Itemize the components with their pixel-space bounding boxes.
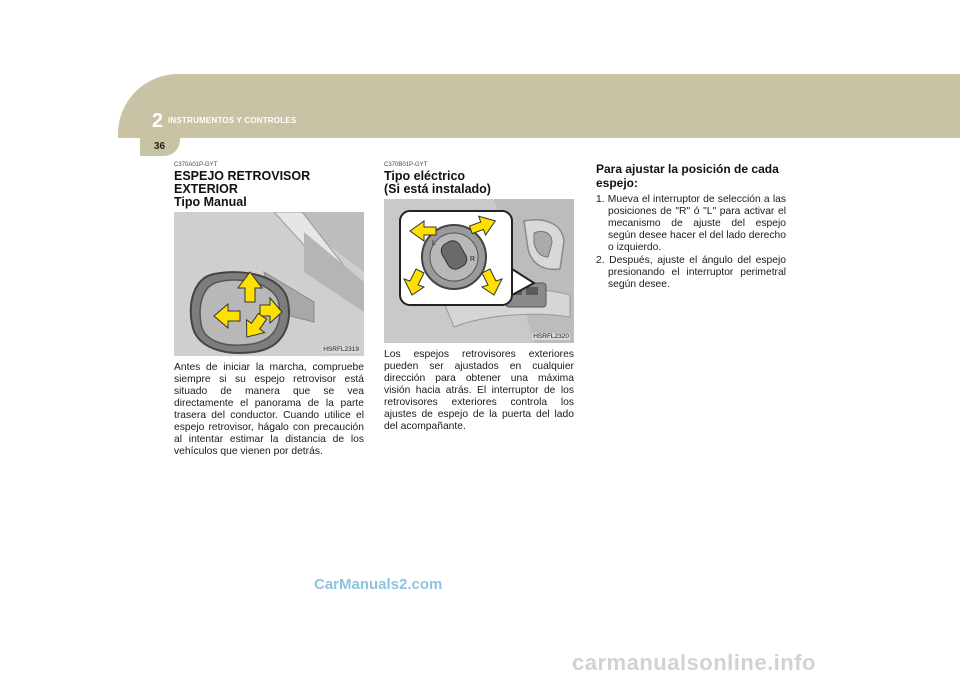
body-text: Antes de iniciar la marcha, compruebe siempre si su espejo retrovisor está situado de manera que se vea directamente el panorama de la parte trasera del conductor. Cuando utilice el espejo retrovisor, hágalo con precaución al intentar estimar la distancia de los vehículos que vienen por detrás. bbox=[174, 362, 364, 457]
figure-code: HSRFL2320 bbox=[533, 333, 569, 340]
watermark-carmanuals2[interactable]: CarManuals2.com bbox=[314, 576, 443, 593]
section-title: Tipo eléctrico (Si está instalado) bbox=[384, 169, 491, 196]
chapter-number: 2 bbox=[152, 110, 164, 132]
section-electric-mirror bbox=[384, 162, 574, 433]
manual-mirror-illustration bbox=[174, 212, 364, 356]
watermark-carmanualsonline[interactable]: carmanualsonline.info bbox=[572, 650, 816, 675]
list-item: 1. Mueva el interruptor de selección a las posiciones de "R" ó "L" para activar el mecanismo de ajuste del espejo según desee hacer el del lado derecho o izquierdo. bbox=[596, 194, 786, 253]
section-adjust-instructions bbox=[596, 162, 786, 292]
electric-mirror-illustration bbox=[384, 199, 574, 343]
knob-label-right: R bbox=[470, 256, 476, 263]
list-item: 2. Después, ajuste el ángulo del espejo presionando el interruptor perimetral según desee. bbox=[596, 255, 786, 290]
chapter-header-band bbox=[118, 74, 960, 138]
section-code: C370B01P-GYT bbox=[384, 162, 428, 168]
page-number: 36 bbox=[154, 141, 166, 152]
figure-code: HSRFL2319 bbox=[323, 346, 359, 353]
chapter-title: INSTRUMENTOS Y CONTROLES bbox=[168, 116, 297, 125]
knob-label-left: L bbox=[432, 240, 436, 247]
instructions-heading: Para ajustar la posición de cada espejo: bbox=[596, 162, 779, 190]
section-title: ESPEJO RETROVISOR EXTERIOR Tipo Manual bbox=[174, 169, 311, 209]
instructions-list bbox=[596, 194, 786, 291]
section-code: C370A01P-GYT bbox=[174, 162, 218, 168]
mirror-drawing bbox=[174, 212, 364, 356]
body-text: Los espejos retrovisores exteriores pueden ser ajustados en cualquier dirección para obtener una máxima visión hacia atrás. El interruptor de los retrovisores exteriores controla los ajustes de espejo de la puerta del lado del acompañante. bbox=[384, 349, 574, 432]
door-switch-drawing bbox=[384, 199, 574, 343]
section-manual-mirror bbox=[174, 162, 364, 458]
